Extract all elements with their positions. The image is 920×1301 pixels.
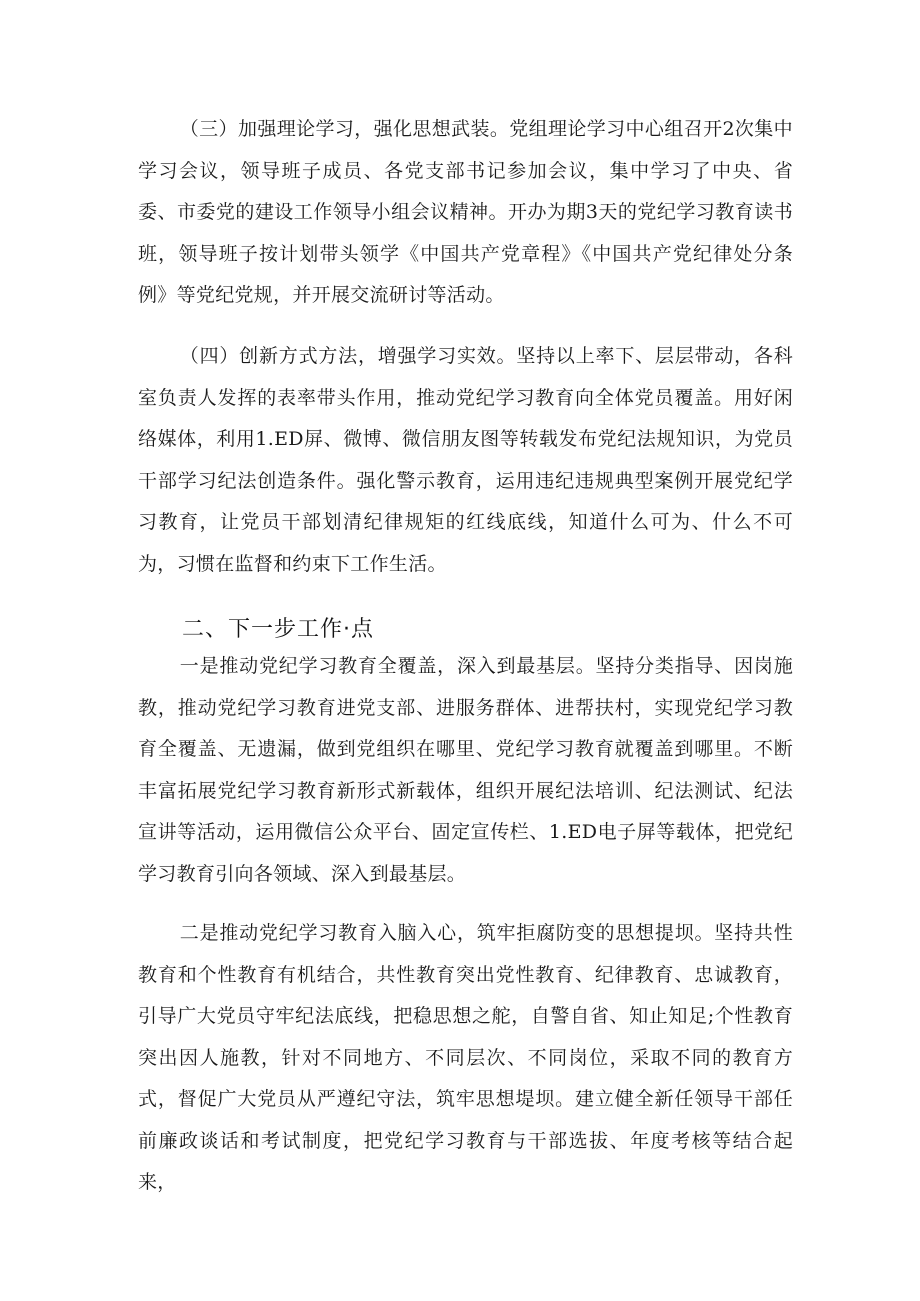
paragraph-theory-study: （三）加强理论学习，强化思想武装。党组理论学习中心组召开2次集中学习会议，领导班子成员、各党支部书记参加会议，集中学习了中央、省委、市委党的建设工作领导小组会议精神。开办为期3天的党纪学习教育读书班，领导班子按计划带头领学《中国共产党章程》《中国共产党纪律处分条例》等党纪党规，并开展交流研讨等活动。	[138, 118, 793, 306]
paragraph-innovation-methods: （四）创新方式方法，增强学习实效。坚持以上率下、层层带动，各科室负责人发挥的表率带头作用，推动党纪学习教育向全体党员覆盖。用好闲络媒体，利用1.ED屏、微博、微信朋友图等转载发布党纪法规知识，为党员干部学习纪法创造条件。强化警示教育，运用违纪违规典型案例开展党纪学习教育，让党员干部划清纪律规矩的红线底线，知道什么可为、什么不可为，习惯在监督和约束下工作生活。	[138, 345, 793, 575]
paragraph-mind-and-heart: 二是推动党纪学习教育入脑入心，筑牢拒腐防变的思想提坝。坚持共性教育和个性教育有机结合，共性教育突出党性教育、纪律教育、忠诚教育，引导广大党员守牢纪法底线，把稳思想之舵，自警自省、知止知足;个性教育突出因人施教，针对不同地方、不同层次、不同岗位，采取不同的教育方式，督促广大党员从严遵纪守法，筑牢思想堤坝。建立健全新任领导干部任前廉政谈话和考试制度，把党纪学习教育与干部选拔、年度考核等结合起来，	[138, 922, 793, 1193]
paragraph-full-coverage: 一是推动党纪学习教育全覆盖，深入到最基层。坚持分类指导、因岗施教，推动党纪学习教育进党支部、进服务群体、进帮扶村，实现党纪学习教育全覆盖、无遗漏，做到党组织在哪里、党纪学习教育就覆盖到哪里。不断丰富拓展党纪学习教育新形式新载体，组织开展纪法培训、纪法测试、纪法宣讲等活动，运用微信公众平台、固定宣传栏、1.ED电子屏等载体，把党纪学习教育引向各领域、深入到最基层。	[138, 655, 793, 885]
section-heading-next-steps: 二、下一步工作·点	[182, 617, 374, 642]
